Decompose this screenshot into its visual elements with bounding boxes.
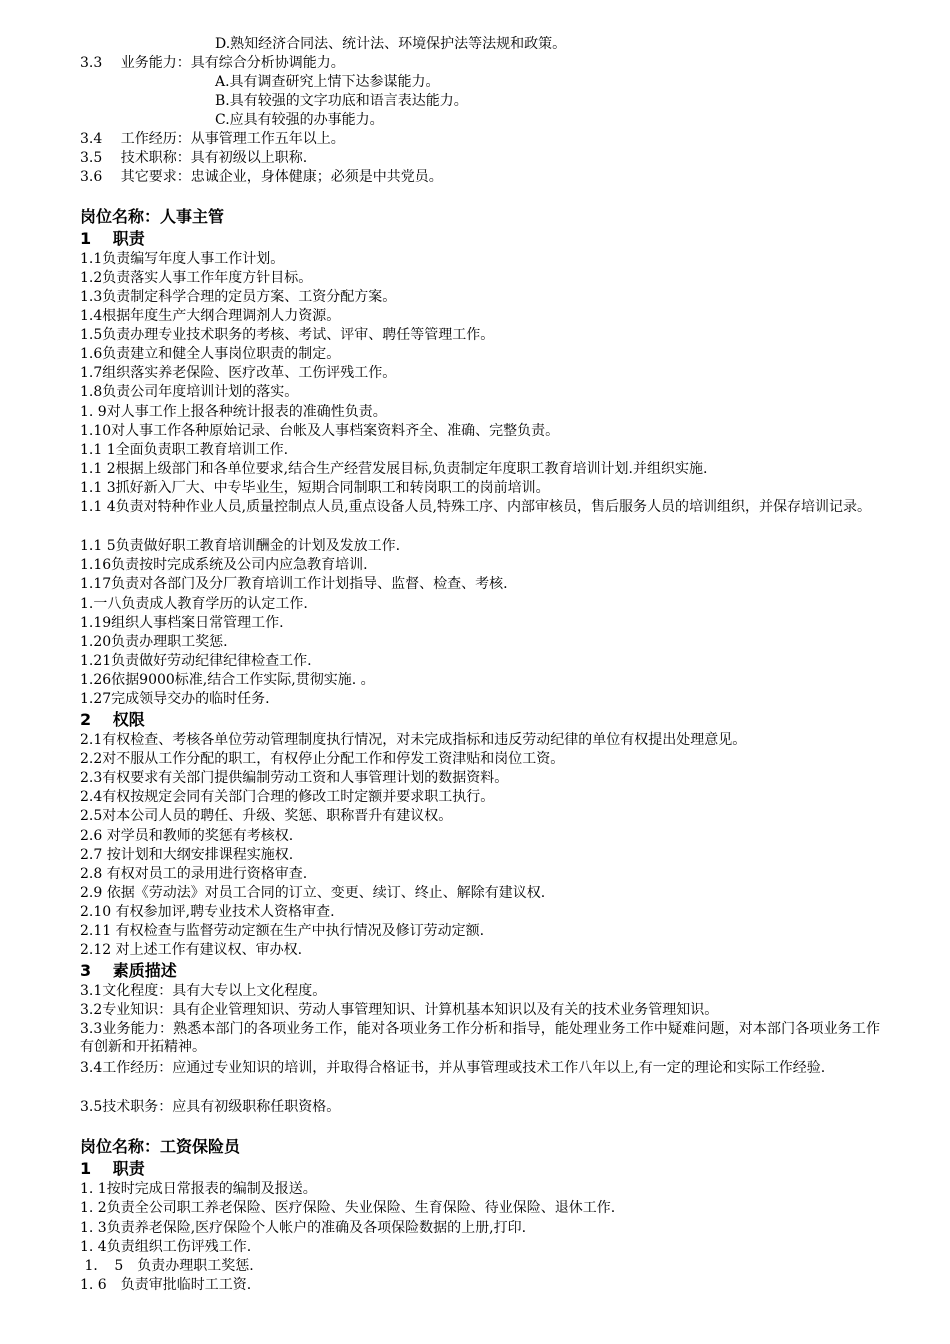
hr-duty: 1.一八负责成人教育学历的认定工作. — [80, 596, 308, 612]
hr-duty: 1.1 4负责对特种作业人员,质量控制点人员,重点设备人员,特殊工序、内部审核员，售后服务人员的培训组织，并保存培训记录。 — [80, 499, 871, 515]
hr-duty: 1.1 2根据上级部门和各单位要求,结合生产经营发展目标,负责制定年度职工教育培训计划.并组织实施. — [80, 461, 708, 477]
hr-duty: 1.16负责按时完成系统及公司内应急教育培训. — [80, 557, 368, 573]
hr-duty: 1.26依据9000标准,结合工作实际,贯彻实施. 。 — [80, 672, 375, 688]
ability-a: A.具有调查研究上情下达参谋能力。 — [215, 74, 440, 90]
wage-duty: 1. 2负责全公司职工养老保险、医疗保险、失业保险、生育保险、待业保险、退休工作. — [80, 1200, 616, 1216]
hr-duty: 1.4根据年度生产大纲合理调剂人力资源。 — [80, 308, 341, 324]
wage-duty: 1. 1按时完成日常报表的编制及报送。 — [80, 1181, 317, 1197]
hr-duty: 1.3负责制定科学合理的定员方案、工资分配方案。 — [80, 289, 397, 305]
hr-authority: 2.6 对学员和教师的奖惩有考核权. — [80, 828, 294, 844]
hr-quality: 3.4工作经历：应通过专业知识的培训，并取得合格证书，并从事管理或技术工作八年以上,有一定的理论和实际工作经验. — [80, 1060, 826, 1076]
wage-heading: 岗位名称：工资保险员 — [80, 1137, 241, 1156]
hr-authority: 2.4有权按规定会同有关部门合理的修改工时定额并要求职工执行。 — [80, 789, 495, 805]
hr-duty: 1.5负责办理专业技术职务的考核、考试、评审、聘任等管理工作。 — [80, 327, 495, 343]
hr-duty: 1.1 5负责做好职工教育培训酬金的计划及发放工作. — [80, 538, 401, 554]
other-line: 3.6 其它要求：忠诚企业，身体健康；必须是中共党员。 — [80, 169, 443, 185]
hr-duty: 1.21负责做好劳动纪律纪律检查工作. — [80, 653, 312, 669]
hr-duty: 1.19组织人事档案日常管理工作. — [80, 615, 284, 631]
hr-duty: 1.20负责办理职工奖惩. — [80, 634, 228, 650]
hr-authority: 2.12 对上述工作有建议权、审办权. — [80, 942, 303, 958]
hr-quality: 3.1文化程度：具有大专以上文化程度。 — [80, 983, 327, 999]
hr-quality: 3.2专业知识：具有企业管理知识、劳动人事管理知识、计算机基本知识以及有关的技术业务管理知识。 — [80, 1002, 719, 1018]
ability-c: C.应具有较强的办事能力。 — [215, 112, 384, 128]
hr-authority: 2.7 按计划和大纲安排课程实施权. — [80, 847, 294, 863]
hr-authority: 2.8 有权对员工的录用进行资格审查. — [80, 866, 308, 882]
experience-line: 3.4 工作经历：从事管理工作五年以上。 — [80, 131, 345, 147]
wage-duty: 1. 3负责养老保险,医疗保险个人帐户的准确及各项保险数据的上册,打印. — [80, 1220, 527, 1236]
hr-authority: 2.10 有权参加评,聘专业技术人资格审查. — [80, 904, 335, 920]
requirement-d: D.熟知经济合同法、统计法、环境保护法等法规和政策。 — [215, 36, 567, 52]
hr-heading: 岗位名称：人事主管 — [80, 207, 225, 226]
ability-b: B.具有较强的文字功底和语言表达能力。 — [215, 93, 468, 109]
hr-authority: 2.2对不服从工作分配的职工，有权停止分配工作和停发工资津贴和岗位工资。 — [80, 751, 565, 767]
hr-authority-title: 2 权限 — [80, 710, 145, 729]
hr-duty: 1.8负责公司年度培训计划的落实。 — [80, 384, 299, 400]
hr-duties-title: 1 职责 — [80, 229, 145, 248]
hr-duty: 1. 9对人事工作上报各种统计报表的准确性负责。 — [80, 404, 387, 420]
hr-duty: 1.6负责建立和健全人事岗位职责的制定。 — [80, 346, 341, 362]
hr-quality: 3.3业务能力：熟悉本部门的各项业务工作，能对各项业务工作分析和指导，能处理业务工作中疑难问题，对本部门各项业务工作有创新和开拓精神。 — [80, 1021, 880, 1055]
hr-quality-title: 3 素质描述 — [80, 961, 177, 980]
hr-duty: 1.1 3抓好新入厂大、中专毕业生，短期合同制职工和转岗职工的岗前培训。 — [80, 480, 550, 496]
ability-line: 3.3 业务能力：具有综合分析协调能力。 — [80, 55, 345, 71]
wage-duty: 1. 4负责组织工伤评残工作. — [80, 1239, 252, 1255]
hr-authority: 2.1有权检查、考核各单位劳动管理制度执行情况，对未完成指标和违反劳动纪律的单位有权提出处理意见。 — [80, 732, 747, 748]
hr-duty: 1.17负责对各部门及分厂教育培训工作计划指导、监督、检查、考核. — [80, 576, 508, 592]
hr-duty: 1.2负责落实人事工作年度方针目标。 — [80, 270, 313, 286]
title-line: 3.5 技术职称：具有初级以上职称. — [80, 150, 308, 166]
hr-duty: 1.1 1全面负责职工教育培训工作. — [80, 442, 289, 458]
hr-duty: 1.7组织落实养老保险、医疗改革、工伤评残工作。 — [80, 365, 397, 381]
hr-duty: 1.27完成领导交办的临时任务. — [80, 691, 270, 707]
hr-quality: 3.5技术职务：应具有初级职称任职资格。 — [80, 1099, 341, 1115]
wage-duty: 1． 5 负责办理职工奖惩. — [80, 1258, 254, 1274]
wage-duty: 1. 6 负责审批临时工工资. — [80, 1277, 252, 1293]
hr-authority: 2.11 有权检查与监督劳动定额在生产中执行情况及修订劳动定额. — [80, 923, 485, 939]
hr-duty: 1.10对人事工作各种原始记录、台帐及人事档案资料齐全、准确、完整负责。 — [80, 423, 560, 439]
hr-authority: 2.9 依据《劳动法》对员工合同的订立、变更、续订、终止、解除有建议权. — [80, 885, 546, 901]
hr-authority: 2.5对本公司人员的聘任、升级、奖惩、职称晋升有建议权。 — [80, 808, 453, 824]
hr-authority: 2.3有权要求有关部门提供编制劳动工资和人事管理计划的数据资料。 — [80, 770, 509, 786]
wage-duties-title: 1 职责 — [80, 1159, 145, 1178]
hr-duty: 1.1负责编写年度人事工作计划。 — [80, 251, 285, 267]
